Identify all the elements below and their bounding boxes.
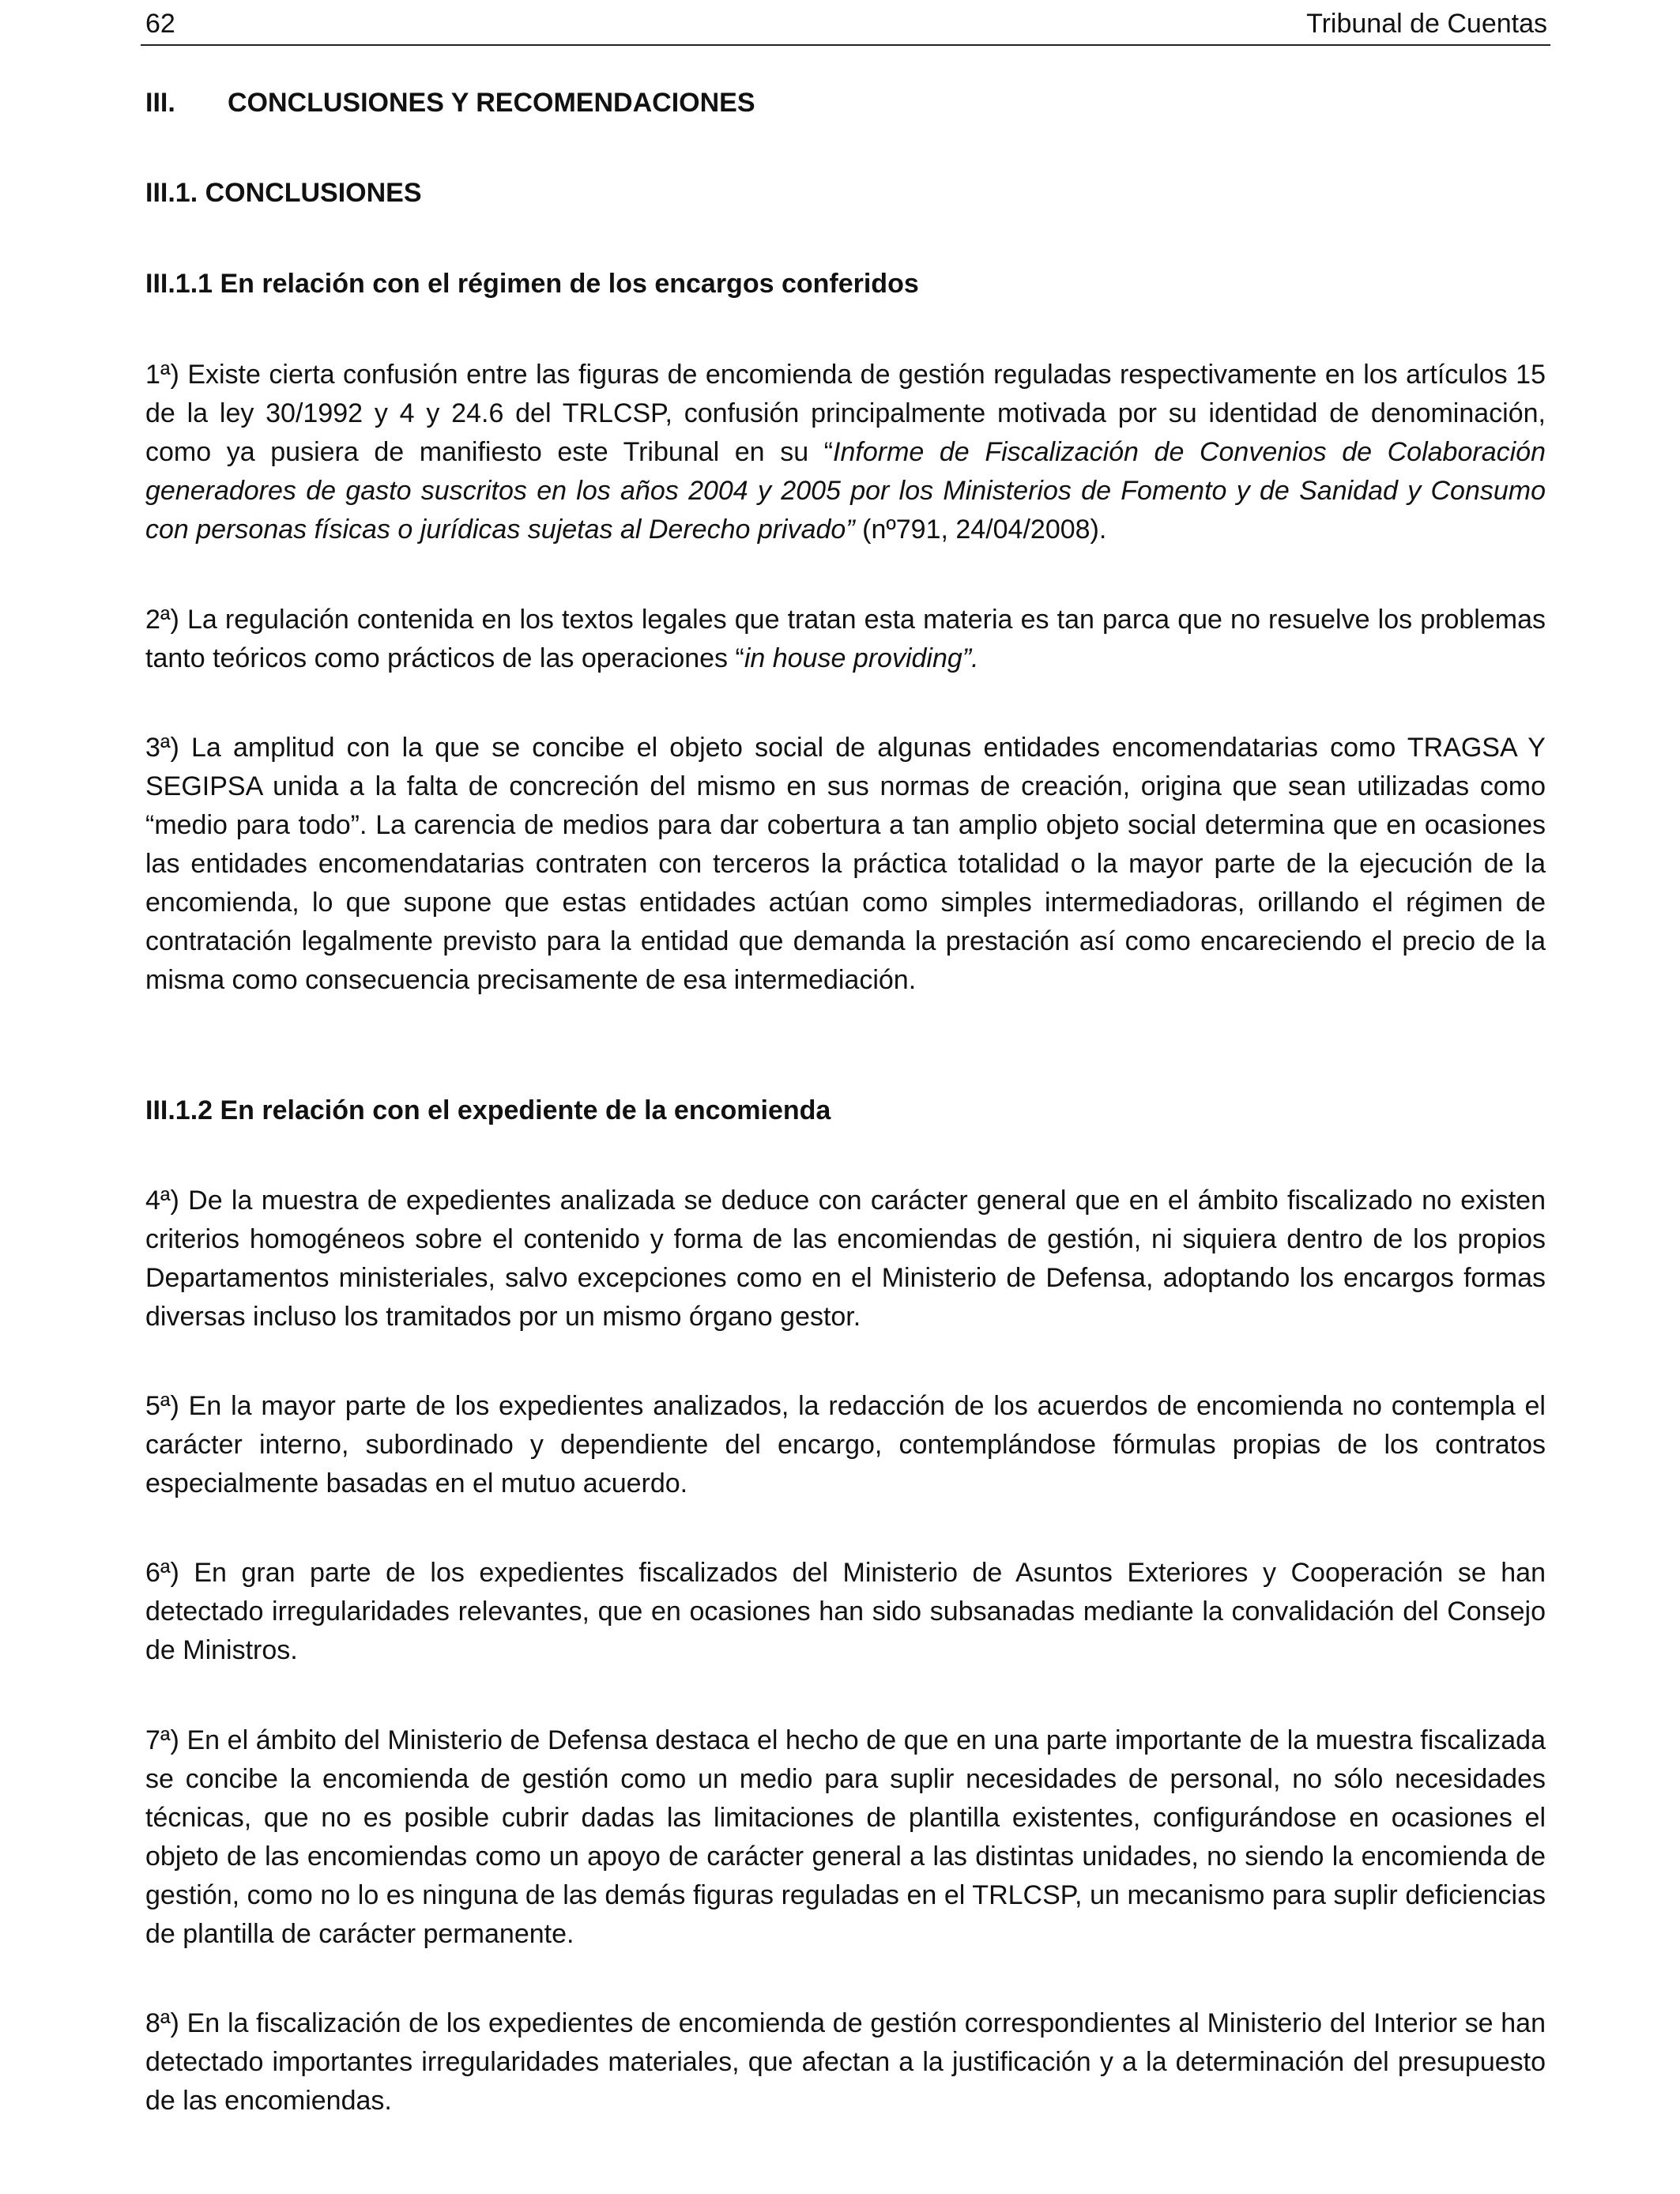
conclusion-1-text-a: 1ª) Existe cierta confusión entre las figuras de encomienda de gestión reguladas respectivamente en los artículos 15 de la ley 30/1992 y 4 y 24.6 del TRLCSP, confusión principalmente motivada por su identidad de denominación, como ya pusiera de manifiesto este Tribunal en su “: [145, 360, 1546, 467]
section-title: CONCLUSIONES Y RECOMENDACIONES: [228, 88, 755, 118]
document-page: [141, 0, 1550, 2194]
conclusion-paragraph-5: 5ª) En la mayor parte de los expedientes analizados, la redacción de los acuerdos de encomienda no contempla el carácter interno, subordinado y dependiente del encargo, contemplándose fórmulas propias de los contratos especialmente basadas en el mutuo acuerdo.: [145, 1391, 1546, 1498]
conclusion-paragraph-3: 3ª) La amplitud con la que se concibe el objeto social de algunas entidades encomendatarias como TRAGSA Y SEGIPSA unida a la falta de concreción del mismo en sus normas de creación, origina que sean utilizadas como “medio para todo”. La carencia de medios para dar cobertura a tan amplio objeto social determina que en ocasiones las entidades encomendatarias contraten con terceros la práctica totalidad o la mayor parte de la ejecución de la encomienda, lo que supone que estas entidades actúan como simples intermediadoras, orillando el régimen de contratación legalmente previsto para la entidad que demanda la prestación así como encareciendo el precio de la misma como consecuencia precisamente de esa intermediación.: [145, 733, 1546, 995]
conclusion-2-text-a: 2ª) La regulación contenida en los textos legales que tratan esta materia es tan parca que no resuelve los problemas tanto teóricos como prácticos de las operaciones “: [145, 605, 1546, 673]
conclusion-2-italic: in house providing”.: [744, 643, 979, 673]
conclusion-paragraph-8: 8ª) En la fiscalización de los expedientes de encomienda de gestión correspondientes al Ministerio del Interior se han detectado importantes irregularidades materiales, que afectan a la justificación y a la determinación del presupuesto de las encomiendas.: [145, 2008, 1546, 2116]
conclusion-1-text-b: (nº791, 24/04/2008).: [854, 515, 1107, 545]
page-number: 62: [145, 9, 175, 39]
conclusion-1-report-title: Informe de Fiscalización de Convenios de Colaboración generadores de gasto suscritos en los años 2004 y 2005 por los Ministerios de Fomento y de Sanidad y Consumo con personas físicas o jurídicas sujetas al Derecho privado”: [145, 437, 1546, 545]
header-title: Tribunal de Cuentas: [1306, 9, 1547, 39]
subsubsection-heading-2: III.1.2 En relación con el expediente de la encomienda: [145, 1095, 831, 1125]
subsubsection-heading-1: III.1.1 En relación con el régimen de los encargos conferidos: [145, 269, 919, 299]
conclusion-paragraph-7: 7ª) En el ámbito del Ministerio de Defensa destaca el hecho de que en una parte importante de la muestra fiscalizada se concibe la encomienda de gestión como un medio para suplir necesidades de personal, no sólo necesidades técnicas, que no es posible cubrir dadas las limitaciones de plantilla existentes, configurándose en ocasiones el objeto de las encomiendas como un apoyo de carácter general a las distintas unidades, no siendo la encomienda de gestión, como no lo es ninguna de las demás figuras reguladas en el TRLCSP, un mecanismo para suplir deficiencias de plantilla de carácter permanente.: [145, 1725, 1546, 1949]
section-heading: [145, 85, 755, 120]
conclusion-paragraph-1: [145, 356, 1546, 549]
conclusion-paragraph-2: [145, 601, 1546, 678]
conclusion-paragraph-6: 6ª) En gran parte de los expedientes fiscalizados del Ministerio de Asuntos Exteriores y Cooperación se han detectado irregularidades relevantes, que en ocasiones han sido subsanadas mediante la convalidación del Consejo de Ministros.: [145, 1558, 1546, 1665]
section-number: III.: [145, 88, 175, 118]
conclusion-paragraph-4: 4ª) De la muestra de expedientes analizada se deduce con carácter general que en el ámbito fiscalizado no existen criterios homogéneos sobre el contenido y forma de las encomiendas de gestión, ni siquiera dentro de los propios Departamentos ministeriales, salvo excepciones como en el Ministerio de Defensa, adoptando los encargos formas diversas incluso los tramitados por un mismo órgano gestor.: [145, 1186, 1546, 1332]
subsection-heading: III.1. CONCLUSIONES: [145, 178, 422, 208]
page-header: [141, 5, 1550, 46]
